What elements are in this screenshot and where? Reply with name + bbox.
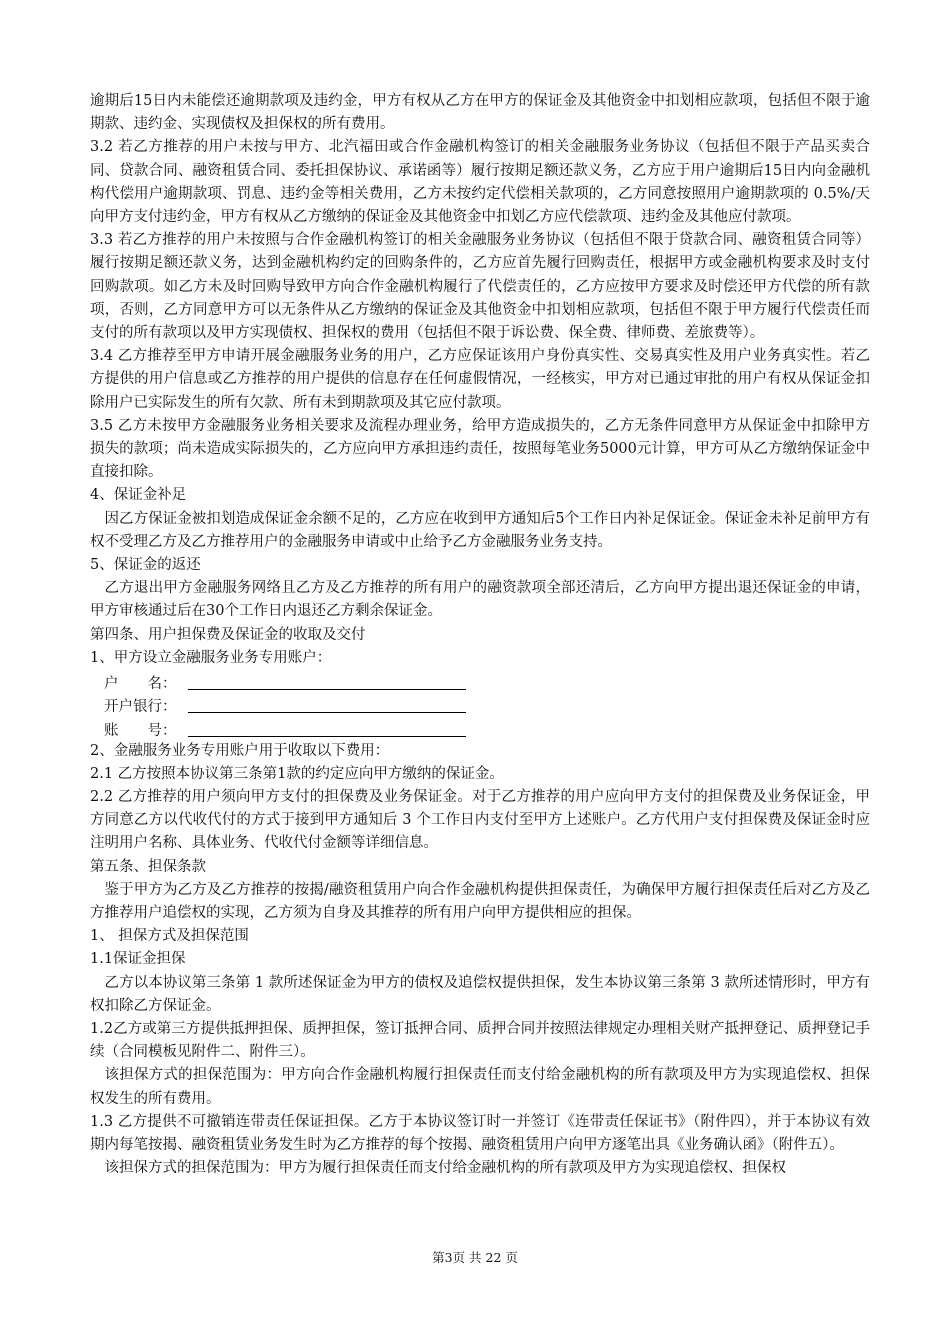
paragraph-p18: 1.1保证金担保 (90, 951, 186, 968)
paragraph-p21: 该担保方式的担保范围为：甲方向合作金融机构履行担保责任而支付给金融机构的所有款项及甲方为实现追偿权、担保权发生的所有费用。 (90, 1067, 870, 1107)
paragraph-p6: 4、保证金补足 (90, 487, 187, 504)
account-fields (90, 670, 870, 740)
paragraph-p16: 鉴于甲方为乙方及乙方推荐的按揭/融资租赁用户向合作金融机构提供担保责任，为确保甲方履行担保责任后对乙方及乙方推荐用户追偿权的实现，乙方须为自身及其推荐的所有用户向甲方提供相应的担保。 (90, 881, 870, 922)
paragraph-p2: 3.2 若乙方推荐的用户未按与甲方、北汽福田或合作金融机构签订的相关金融服务业务协议（包括但不限于产品买卖合同、贷款合同、融资租赁合同、委托担保协议、承诺函等）履行按期足额还款义务，乙方应于用户逾期后15日内向金融机构代偿用户逾期款项、罚息、违约金等相关费用，乙方未按约定代偿相关款项的，乙方同意按照用户逾期款项的 0.5%/天向甲方支付违约金，甲方有权从乙方缴纳的保证金及其他资金中扣划乙方应代偿款项、违约金及其他应付款项。 (90, 139, 870, 226)
paragraph-p15: 第五条、担保条款 (90, 858, 206, 875)
paragraph-p10: 第四条、用户担保费及保证金的收取及交付 (90, 626, 366, 643)
paragraph-p17: 1、 担保方式及担保范围 (90, 928, 249, 945)
page-footer: 第3页 共 22 页 (432, 1250, 518, 1265)
paragraph-p3: 3.3 若乙方推荐的用户未按照与合作金融机构签订的相关金融服务业务协议（包括但不限于贷款合同、融资租赁合同等）履行按期足额还款义务，达到金融机构约定的回购条件的，乙方应首先履行回购责任，根据甲方或金融机构要求及时支付回购款项。如乙方未及时回购导致甲方向合作金融机构履行了代偿责任的，乙方应按甲方要求及时偿还甲方代偿的所有款项，否则，乙方同意甲方可以无条件从乙方缴纳的保证金及其他资金中扣划相应款项，包括但不限于甲方履行代偿责任而支付的所有款项以及甲方实现债权、担保权的费用（包括但不限于诉讼费、保全费、律师费、差旅费等）。 (90, 232, 870, 342)
paragraph-p7: 因乙方保证金被扣划造成保证金余额不足的，乙方应在收到甲方通知后5个工作日内补足保证金。保证金未补足前甲方有权不受理乙方及乙方推荐用户的金融服务申请或中止给予乙方金融服务业务支持。 (90, 510, 870, 550)
bank-name-field (90, 693, 870, 716)
paragraph-p13: 2.1 乙方按照本协议第三条第1款的约定应向甲方缴纳的保证金。 (90, 765, 504, 782)
paragraph-p20: 1.2乙方或第三方提供抵押担保、质押担保，签订抵押合同、质押合同并按照法律规定办理相关财产抵押登记、质押登记手续（合同模板见附件二、附件三）。 (90, 1021, 870, 1061)
paragraph-p14: 2.2 乙方推荐的用户须向甲方支付的担保费及业务保证金。对于乙方推荐的用户应向甲方支付的担保费及业务保证金，甲方同意乙方以代收代付的方式于接到甲方通知后 3 个工作日内支付至甲方上述账户。乙方代用户支付担保费及保证金时应注明用户名称、具体业务、代收代付金额等详细信息。 (90, 789, 870, 852)
paragraph-p9: 乙方退出甲方金融服务网络且乙方及乙方推荐的所有用户的融资款项全部还清后，乙方向甲方提出退还保证金的申请，甲方审核通过后在30个工作日内退还乙方剩余保证金。 (90, 580, 870, 620)
clause-section-top (90, 90, 870, 670)
paragraph-p22: 1.3 乙方提供不可撤销连带责任保证担保。乙方于本协议签订时一并签订《连带责任保证书》（附件四），并于本协议有效期内每笔按揭、融资租赁业务发生时为乙方推荐的每个按揭、融资租赁用户向甲方逐笔出具《业务确认函》（附件五）。 (90, 1113, 870, 1154)
paragraph-p1: 逾期后15日内未能偿还逾期款项及违约金，甲方有权从乙方在甲方的保证金及其他资金中扣划相应款项，包括但不限于逾期款、违约金、实现债权及担保权的所有费用。 (90, 93, 870, 133)
paragraph-p19: 乙方以本协议第三条第 1 款所述保证金为甲方的债权及追偿权提供担保，发生本协议第三条第 3 款所述情形时，甲方有权扣除乙方保证金。 (90, 974, 870, 1014)
field-label: 户 名： (104, 676, 177, 693)
blank-underline (188, 675, 466, 690)
paragraph-p5: 3.5 乙方未按甲方金融服务业务相关要求及流程办理业务，给甲方造成损失的，乙方无条件同意甲方从保证金中扣除甲方损失的款项；尚未造成实际损失的，乙方应向甲方承担违约责任，按照每笔业务5000元计算，甲方可从乙方缴纳保证金中直接扣除。 (90, 417, 870, 481)
paragraph-p23: 该担保方式的担保范围为：甲方为履行担保责任而支付给金融机构的所有款项及甲方为实现追偿权、担保权 (104, 1160, 786, 1177)
blank-underline (188, 722, 466, 737)
field-label: 开户银行： (104, 699, 177, 716)
paragraph-p11: 1、甲方设立金融服务业务专用账户： (90, 649, 332, 666)
paragraph-p12: 2、金融服务业务专用账户用于收取以下费用： (90, 742, 390, 759)
paragraph-p8: 5、保证金的返还 (90, 557, 201, 574)
field-label: 账 号： (104, 722, 177, 739)
account-number-field (90, 716, 870, 739)
blank-underline (188, 698, 466, 713)
account-name-field (90, 670, 870, 693)
clause-section-bottom (90, 740, 870, 1181)
paragraph-p4: 3.4 乙方推荐至甲方申请开展金融服务业务的用户，乙方应保证该用户身份真实性、交易真实性及用户业务真实性。若乙方提供的用户信息或乙方推荐的用户提供的信息存在任何虚假情况，一经核实，甲方对已通过审批的用户有权从保证金扣除用户已实际发生的所有欠款、所有未到期款项及其它应付款项。 (90, 348, 870, 411)
document-body (90, 90, 870, 1181)
